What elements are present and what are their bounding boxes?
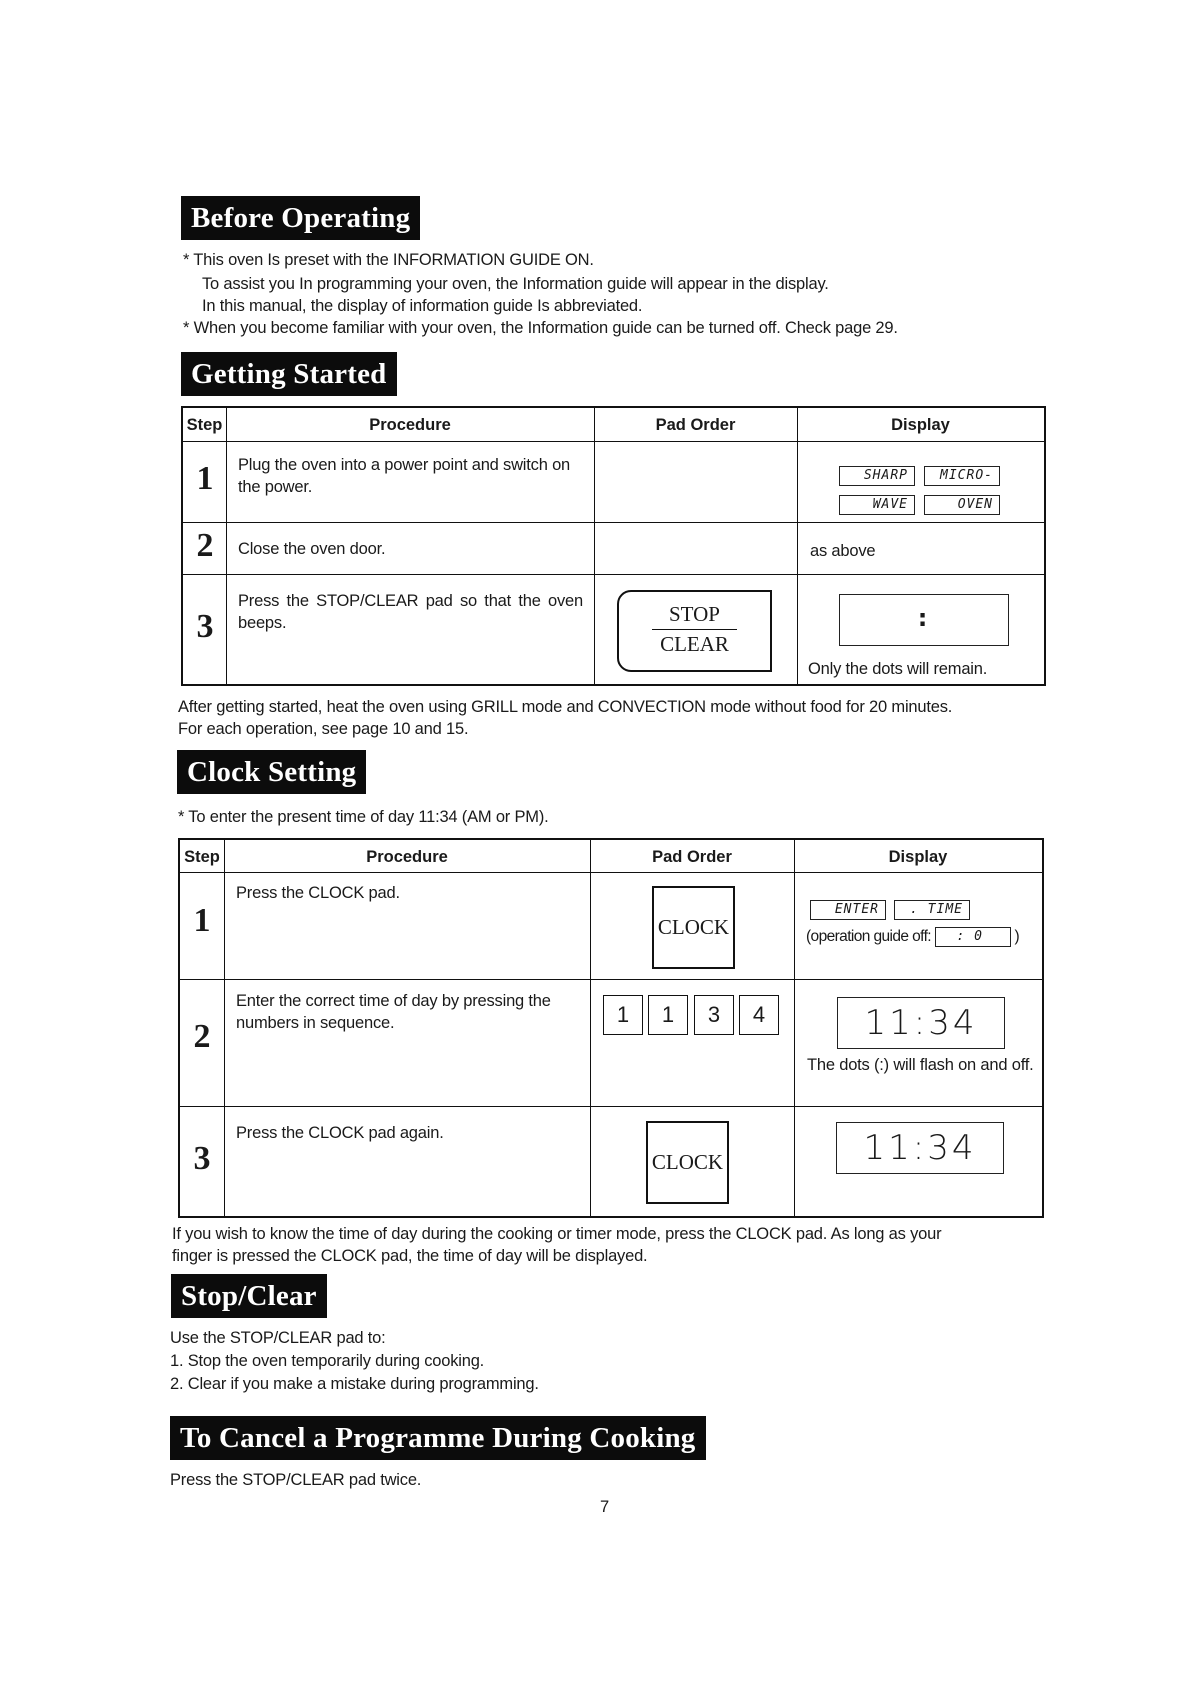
step-number: 1 [196,460,214,497]
cancel-programme-text: Press the STOP/CLEAR pad twice. [170,1471,422,1489]
column-header-step: Step [186,416,223,434]
procedure-text: Enter the correct time of day by pressing the numbers in sequence. [236,992,551,1032]
column-header-pad-order: Pad Order [652,848,732,866]
section-heading-cancel-programme: To Cancel a Programme During Cooking [170,1416,706,1460]
lcd-display-sharp: SHARP [839,466,915,486]
number-pad-3[interactable]: 3 [694,995,734,1035]
step-number: 1 [193,902,211,939]
column-header-procedure: Procedure [366,848,448,866]
stop-clear-pad-top-label: STOP [669,602,720,626]
before-operating-line-1: * This oven Is preset with the INFORMATION GUIDE ON. [183,251,594,269]
section-heading-clock-setting: Clock Setting [177,750,366,794]
number-pad-1[interactable]: 1 [603,995,643,1035]
procedure-text: Press the CLOCK pad. [236,884,400,902]
lcd-display-time: 11:34 [837,997,1005,1049]
stop-clear-pad[interactable] [617,590,772,672]
section-heading-getting-started: Getting Started [181,352,397,396]
getting-started-note-line-1: After getting started, heat the oven using GRILL mode and CONVECTION mode without food for 20 minutes. [178,698,953,716]
operation-guide-off-suffix: ) [1014,928,1019,945]
procedure-text: Press the CLOCK pad again. [236,1124,444,1142]
clock-pad[interactable]: CLOCK [646,1121,729,1204]
step-number: 3 [196,608,214,645]
column-header-display: Display [888,848,948,866]
lcd-display-time: 11:34 [836,1122,1004,1174]
display-text: The dots (:) will flash on and off. [807,1056,1034,1074]
step-number: 2 [193,1018,211,1055]
procedure-text: Close the oven door. [238,540,386,558]
stop-clear-pad-bottom-label: CLEAR [660,632,729,656]
stop-clear-line-1: Use the STOP/CLEAR pad to: [170,1329,386,1347]
clock-setting-intro: * To enter the present time of day 11:34 (AM or PM). [178,808,549,826]
clock-setting-note-line-1: If you wish to know the time of day during the cooking or timer mode, press the CLOCK pad. As long as your [172,1225,942,1243]
lcd-display-dots: : [839,594,1009,646]
getting-started-note-line-2: For each operation, see page 10 and 15. [178,720,469,738]
operation-guide-off-note [806,926,1019,948]
section-heading-before-operating: Before Operating [181,196,420,240]
number-pad-4[interactable]: 4 [739,995,779,1035]
lcd-display-oven: OVEN [924,495,1000,515]
procedure-text: Press the STOP/CLEAR pad so that the oven beeps. [238,592,583,632]
column-header-procedure: Procedure [369,416,451,434]
before-operating-line-2: To assist you In programming your oven, the Information guide will appear in the display. [202,275,829,293]
page-number: 7 [600,1498,609,1516]
operation-guide-off-prefix: (operation guide off: [806,928,931,945]
lcd-display-wave: WAVE [839,495,915,515]
lcd-display-time: . TIME [894,900,970,920]
display-text: Only the dots will remain. [808,660,988,678]
lcd-display-micro: MICRO- [924,466,1000,486]
number-pad-1[interactable]: 1 [648,995,688,1035]
stop-clear-line-3: 2. Clear if you make a mistake during programming. [170,1375,539,1393]
before-operating-line-3: In this manual, the display of information guide Is abbreviated. [202,297,643,315]
getting-started-table [181,406,1046,686]
before-operating-line-4: * When you become familiar with your oven, the Information guide can be turned off. Check page 29. [183,319,898,337]
column-header-step: Step [184,848,220,866]
lcd-display-enter: ENTER [810,900,886,920]
column-header-display: Display [891,416,950,434]
stop-clear-pad-divider [652,629,737,630]
step-number: 3 [193,1140,211,1177]
display-text: as above [810,542,876,560]
procedure-text: Plug the oven into a power point and switch on the power. [238,456,571,496]
clock-setting-note-line-2: finger is pressed the CLOCK pad, the time of day will be displayed. [172,1247,648,1265]
step-number: 2 [196,527,214,564]
lcd-display-guide-off: : 0 [935,927,1011,947]
column-header-pad-order: Pad Order [655,416,736,434]
stop-clear-line-2: 1. Stop the oven temporarily during cooking. [170,1352,485,1370]
clock-setting-table [178,838,1044,1218]
clock-pad[interactable]: CLOCK [652,886,735,969]
section-heading-stop-clear: Stop/Clear [171,1274,327,1318]
